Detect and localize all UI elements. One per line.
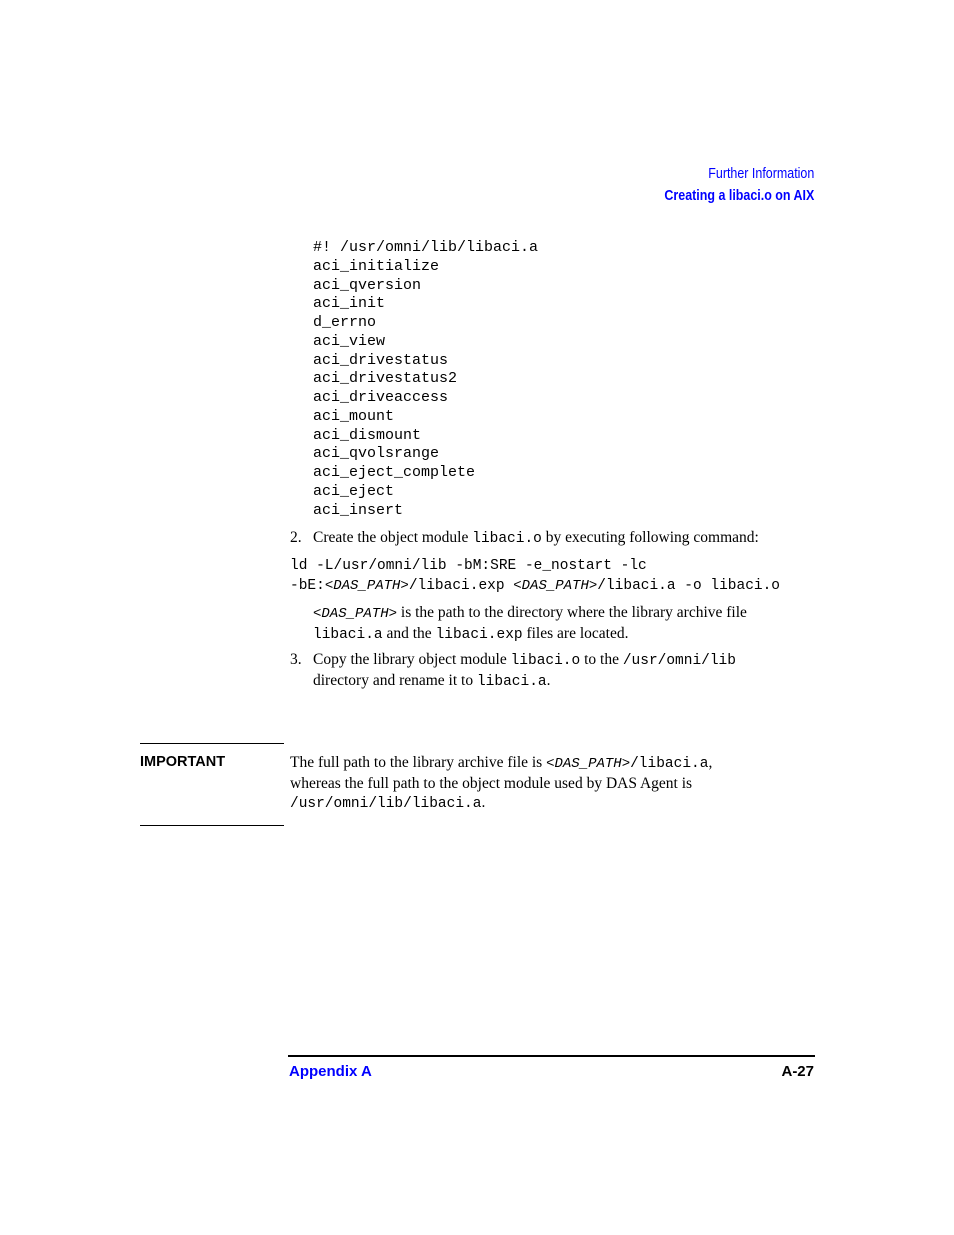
inline-code: libaci.a [313,627,383,643]
inline-code: libaci.o [510,653,581,669]
important-rule-top [140,743,284,744]
variable-placeholder: <DAS_PATH> [324,577,409,594]
code-line: aci_init [313,295,386,313]
export-file-listing [313,239,538,520]
inline-code: libaci.a [476,674,547,690]
step-number: 2. [290,529,302,546]
code-line: aci_drivestatus2 [313,370,458,388]
important-text: The full path to the library archive file is <DAS_PATH>/libaci.a, whereas the full path to the object module used by DAS Agent is /usr/omni/lib/libaci.a. [290,754,713,812]
code-line: aci_mount [313,407,395,425]
important-label: IMPORTANT [140,754,226,770]
code-line: #! /usr/omni/lib/libaci.a [313,239,539,256]
path-note: <DAS_PATH> is the path to the directory where the library archive file libaci.a and the libaci.exp files are located. [313,604,747,643]
inline-code: /usr/omni/lib/libaci.a [290,796,482,812]
running-header-subsection: Creating a libaci.o on AIX [664,188,814,204]
code-line: aci_driveaccess [313,389,449,406]
variable-placeholder: <DAS_PATH> [513,577,598,594]
footer-chapter: Appendix A [289,1063,372,1080]
running-header-section: Further Information [707,166,814,182]
code-line: aci_eject [313,482,395,500]
variable-placeholder: <DAS_PATH> [546,756,631,772]
inline-code: /libaci.a [630,756,709,772]
code-line: aci_dismount [313,426,422,444]
inline-code: libaci.o [472,531,542,547]
code-line: aci_insert [313,501,404,519]
code-line: aci_eject_complete [313,464,476,481]
code-line: d_errno [313,314,377,331]
inline-code: libaci.exp [435,627,523,643]
code-line: aci_qvolsrange [313,445,440,463]
step-2: 2. Create the object module libaci.o by executing following command: [290,529,759,547]
inline-code: /usr/omni/lib [622,653,736,669]
code-line: aci_initialize [313,257,440,275]
code-line: aci_qversion [313,276,422,294]
variable-placeholder: <DAS_PATH> [313,606,398,622]
step-number: 3. [290,651,302,668]
step-3: 3. Copy the library object module libaci.o to the /usr/omni/lib directory and rename it to libaci.a. [290,651,736,690]
important-rule-bottom [140,825,284,826]
link-command: ld -L/usr/omni/lib -bM:SRE -e_nostart -lc -bE:<DAS_PATH>/libaci.exp <DAS_PATH>/libaci.a -o libaci.o [290,558,780,594]
code-line: aci_view [313,332,386,350]
page-number: A-27 [781,1063,814,1080]
footer-rule [288,1055,815,1057]
code-line: aci_drivestatus [313,351,449,369]
